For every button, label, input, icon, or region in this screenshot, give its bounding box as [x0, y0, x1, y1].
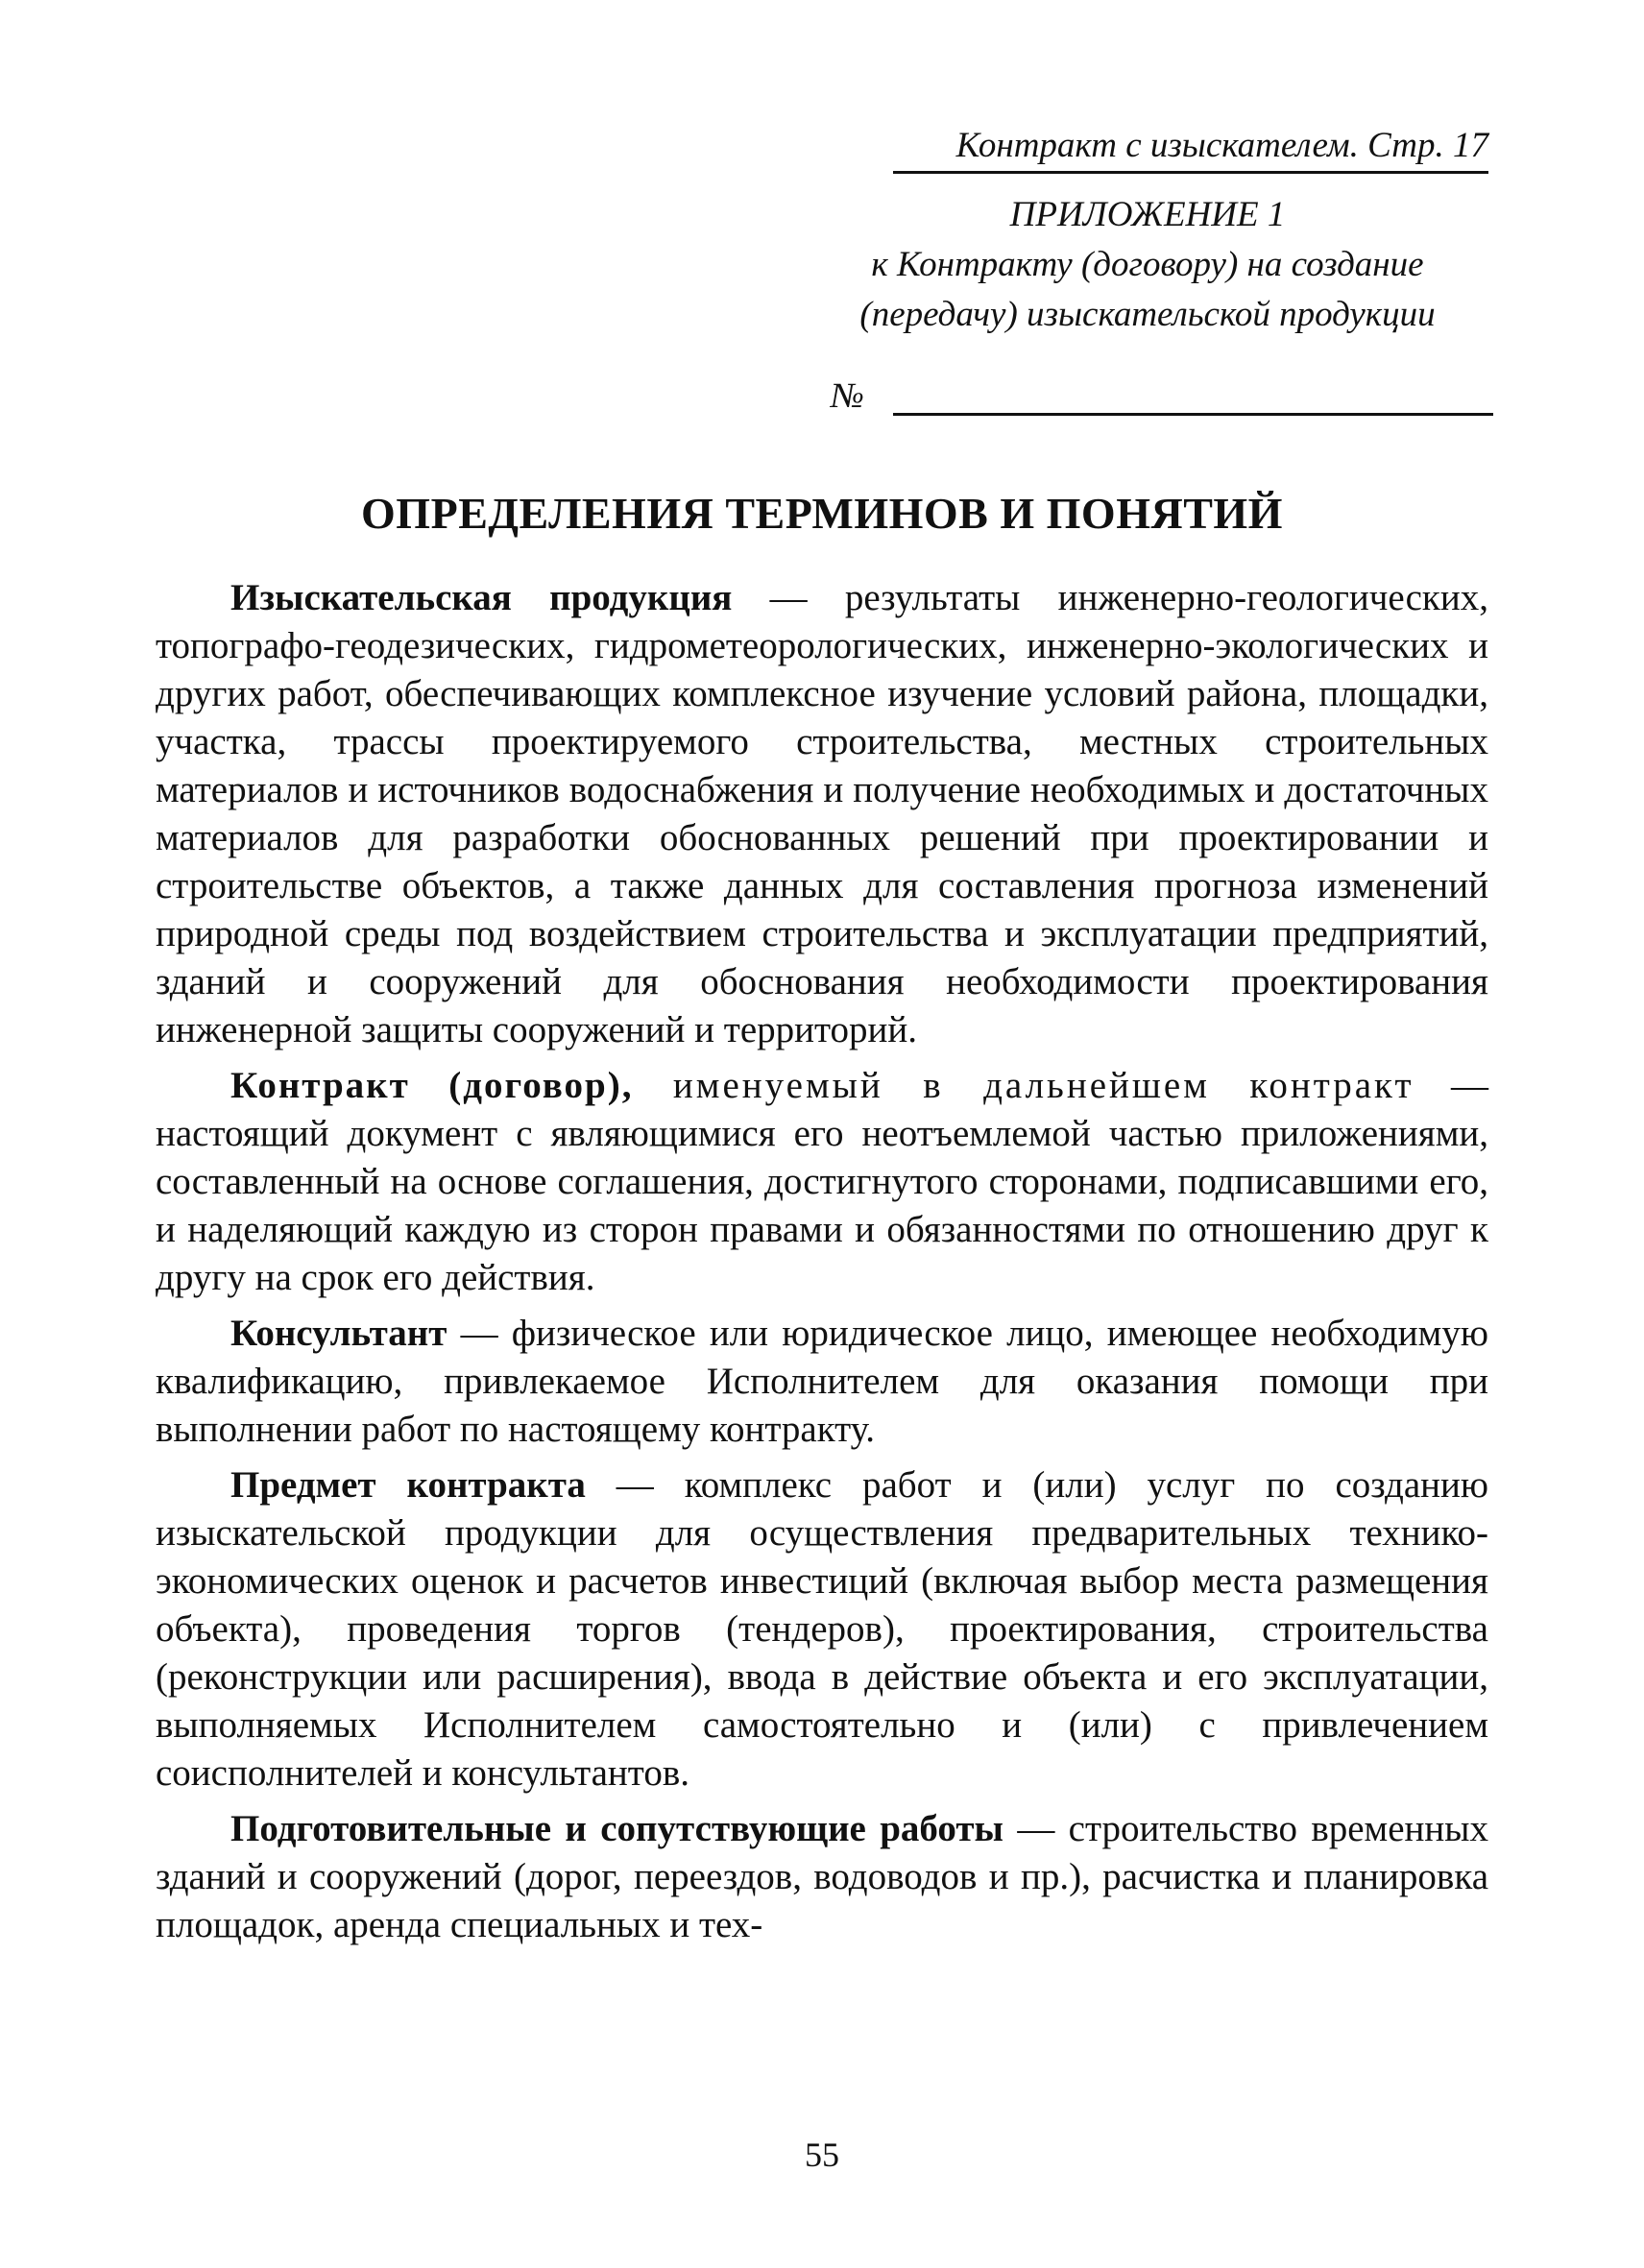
appendix-heading [807, 190, 1488, 340]
number-sign: № [831, 376, 864, 416]
definition-text: — результаты инженерно-геологических, топографо-геодезических, гидрометеорологических, инженерно-экологических и других работ, обеспечивающих комплексное изучение условий района, площадки, участка, трассы проектируемого строительства, местных строительных материалов и источников водоснабжения и получение необходимых и достаточных материалов для разработки обоснованных решений при проектировании и строительстве объектов, а также данных для составления прогноза изменений природной среды под воздействием строительства и эксплуатации предприятий, зданий и сооружений для обоснования необходимости проектирования инженерной защиты сооружений и территорий. [156, 577, 1488, 1050]
definition-term: Изыскательская продукция [230, 577, 733, 618]
appendix-line: (передачу) изыскательской продукции [859, 295, 1436, 334]
number-blank-rule [893, 413, 1493, 416]
definition-term: Консультант [230, 1313, 447, 1354]
definition-text: — комплекс работ и (или) услуг по созданию изыскательской продукции для осуществления предварительных технико-экономических оценок и расчетов инвестиций (включая выбор места размещения объекта), проведения торгов (тендеров), проектирования, строительства (реконструкции или расширения), ввода в действие объекта и его эксплуатации, выполняемых Исполнителем самостоятельно и (или) с привлечением соисполнителей и консультантов. [156, 1464, 1489, 1794]
running-head: Контракт с изыскателем. Стр. 17 [893, 125, 1488, 174]
contract-number-line [831, 373, 1493, 421]
definition-text: — настоящий документ с являющимися его неотъемлемой частью приложениями, составленный на основе соглашения, достигнутого сторонами, подписавшими его, и наделяющий каждую из сторон правами и обязанностями по отношению друг к другу на срок его действия. [156, 1065, 1489, 1298]
definition-term: Контракт (договор), [230, 1065, 634, 1106]
definition-term: Подготовительные и сопутствующие работы [230, 1808, 1003, 1849]
appendix-line: к Контракту (договору) на создание [871, 245, 1424, 284]
definition-paragraph [156, 1461, 1488, 1798]
page-title: ОПРЕДЕЛЕНИЯ ТЕРМИНОВ И ПОНЯТИЙ [361, 489, 1283, 538]
appendix-label: ПРИЛОЖЕНИЕ 1 [1009, 195, 1286, 234]
definition-term: Предмет контракта [230, 1464, 586, 1506]
page-number: 55 [805, 2135, 839, 2174]
definition-paragraph [156, 1310, 1488, 1454]
definition-paragraph [156, 574, 1488, 1054]
definitions-body [156, 574, 1488, 1957]
definition-paragraph [156, 1062, 1488, 1302]
definition-text: — строительство временных зданий и сооружений (дорог, переездов, водоводов и пр.), расчистка и планировка площадок, аренда специальных и тех- [156, 1808, 1488, 1945]
definition-text: — физическое или юридическое лицо, имеющее необходимую квалификацию, привлекаемое Исполнителем для оказания помощи при выполнении работ по настоящему контракту. [156, 1313, 1488, 1450]
definition-text-spaced: именуемый в дальнейшем контракт [633, 1065, 1414, 1106]
definition-paragraph [156, 1805, 1488, 1949]
